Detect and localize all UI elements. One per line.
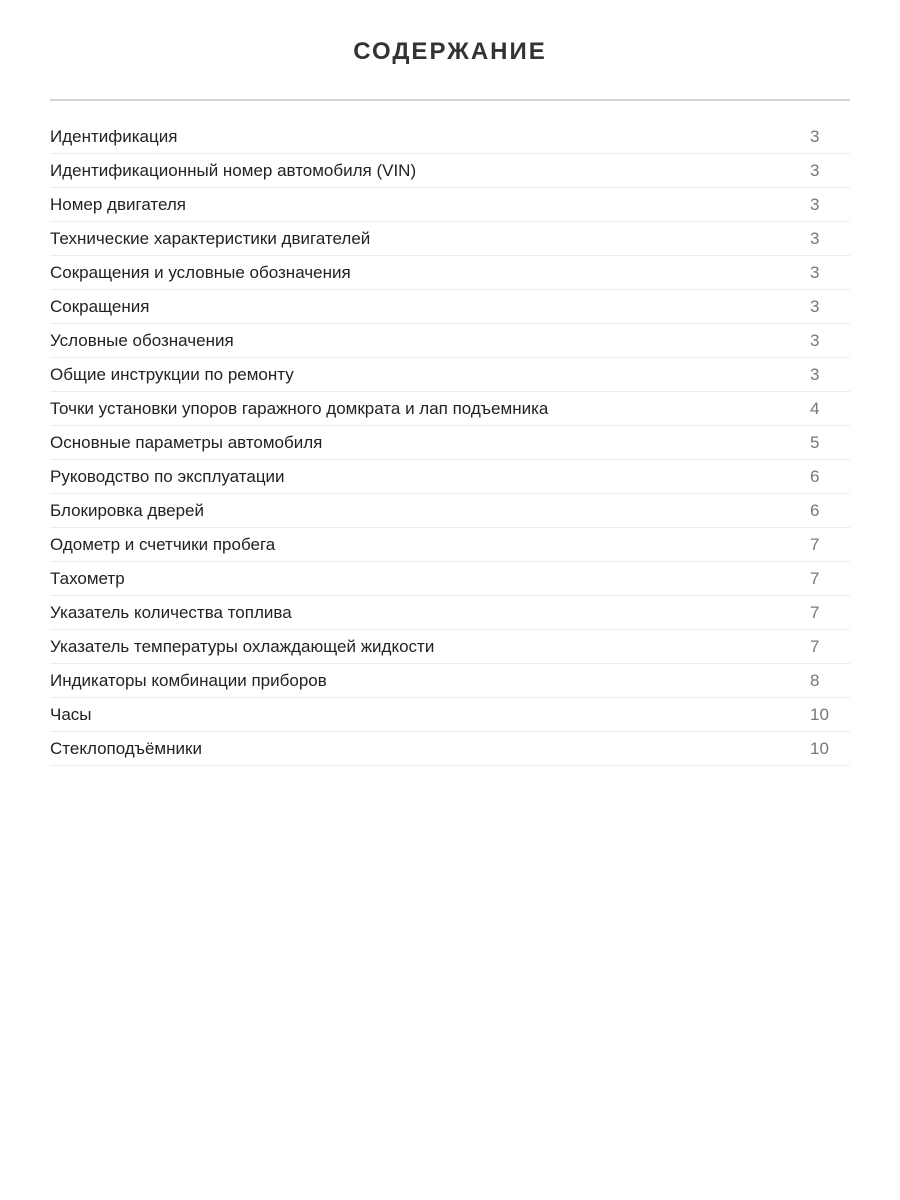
toc-entry-label: Стеклоподъёмники [50,738,202,758]
toc-row[interactable] [50,698,850,732]
toc-row[interactable] [50,324,850,358]
toc-entry-label: Указатель количества топлива [50,602,292,622]
toc-page-number: 3 [810,126,820,146]
toc-row[interactable] [50,290,850,324]
table-of-contents [50,120,850,766]
toc-page-number: 5 [810,432,820,452]
toc-row[interactable] [50,732,850,766]
toc-page-number: 7 [810,568,820,588]
toc-page-number: 7 [810,636,820,656]
toc-entry-label: Общие инструкции по ремонту [50,364,294,384]
toc-page-number: 3 [810,296,820,316]
toc-entry-label: Сокращения [50,296,150,316]
toc-page-number: 10 [810,738,829,758]
toc-entry-label: Технические характеристики двигателей [50,228,371,248]
toc-page-number: 10 [810,704,829,724]
toc-page-number: 3 [810,160,820,180]
toc-row[interactable] [50,664,850,698]
toc-entry-label: Указатель температуры охлаждающей жидкости [50,636,435,656]
toc-page-number: 3 [810,228,820,248]
toc-page-number: 6 [810,466,820,486]
toc-row[interactable] [50,358,850,392]
toc-entry-label: Часы [50,704,92,724]
toc-entry-label: Условные обозначения [50,330,234,350]
toc-entry-label: Идентификационный номер автомобиля (VIN) [50,160,417,180]
toc-row[interactable] [50,120,850,154]
toc-page-number: 3 [810,262,820,282]
toc-row[interactable] [50,426,850,460]
toc-entry-label: Блокировка дверей [50,500,205,520]
toc-row[interactable] [50,188,850,222]
toc-entry-label: Идентификация [50,126,178,146]
toc-page-number: 6 [810,500,820,520]
toc-row[interactable] [50,494,850,528]
toc-page-number: 3 [810,364,820,384]
toc-row[interactable] [50,630,850,664]
toc-entry-label: Сокращения и условные обозначения [50,262,351,282]
toc-entry-label: Точки установки упоров гаражного домкрата и лап подъемника [50,398,549,418]
toc-page-number: 7 [810,602,820,622]
title-divider [50,99,850,101]
toc-page-number: 7 [810,534,820,554]
toc-row[interactable] [50,222,850,256]
toc-entry-label: Одометр и счетчики пробега [50,534,276,554]
toc-entry-label: Руководство по эксплуатации [50,466,285,486]
toc-page-number: 3 [810,330,820,350]
toc-page-number: 8 [810,670,820,690]
toc-row[interactable] [50,460,850,494]
toc-page-number: 3 [810,194,820,214]
toc-row[interactable] [50,392,850,426]
toc-entry-label: Индикаторы комбинации приборов [50,670,327,690]
toc-row[interactable] [50,154,850,188]
toc-entry-label: Основные параметры автомобиля [50,432,323,452]
toc-row[interactable] [50,256,850,290]
toc-entry-label: Тахометр [50,568,125,588]
page-title: СОДЕРЖАНИЕ [353,38,547,65]
toc-row[interactable] [50,596,850,630]
toc-row[interactable] [50,562,850,596]
toc-entry-label: Номер двигателя [50,194,187,214]
toc-page-number: 4 [810,398,820,418]
toc-row[interactable] [50,528,850,562]
